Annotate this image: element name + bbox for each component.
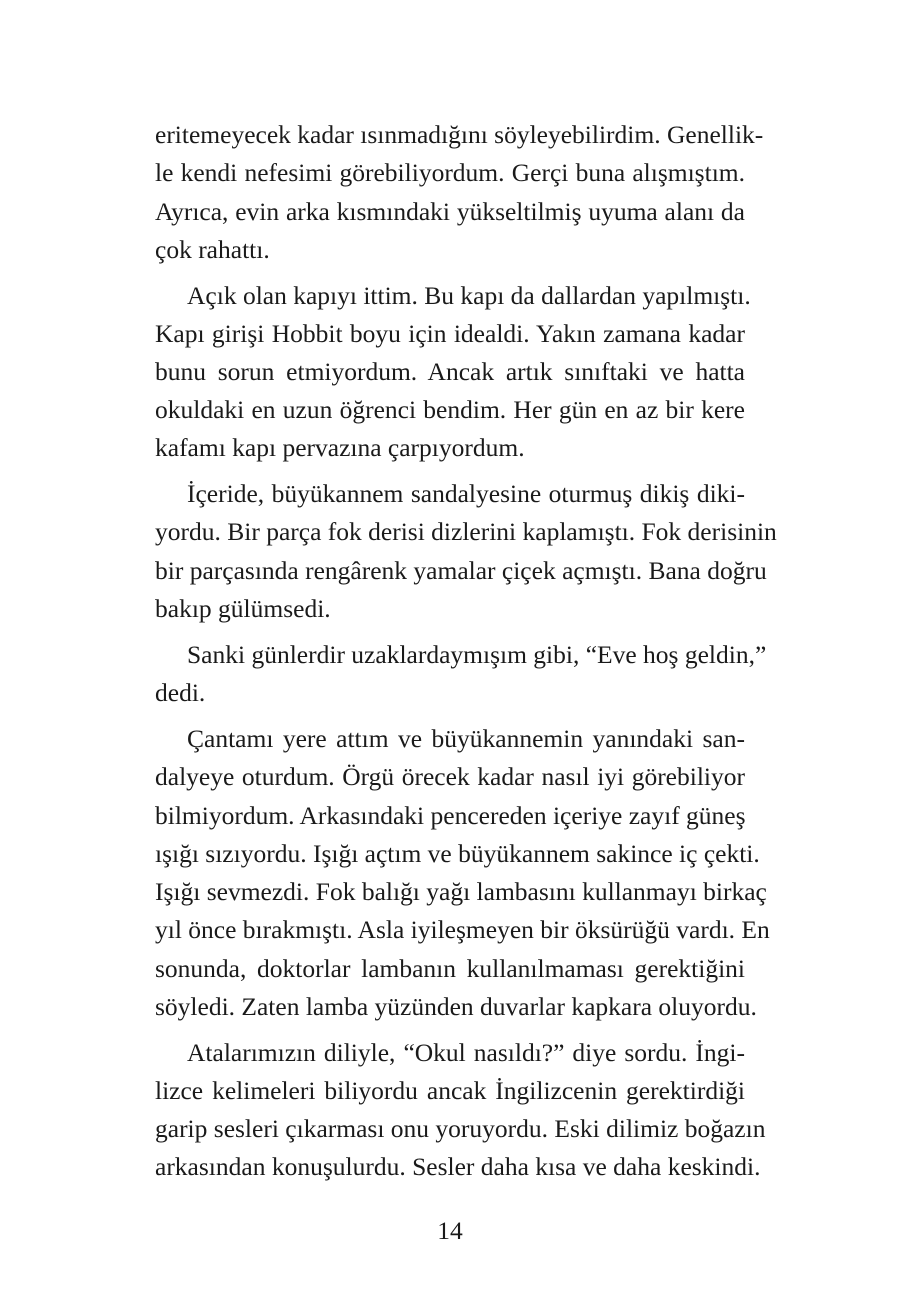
text-line: dedi. xyxy=(155,678,206,707)
text-line: garip sesleri çıkarması onu yoruyordu. Eski dilimiz boğazın xyxy=(155,1114,766,1143)
text-line: okuldaki en uzun öğrenci bendim. Her gün en az bir kere xyxy=(155,395,745,424)
text-line: le kendi nefesimi görebiliyordum. Gerçi buna alışmıştım. xyxy=(155,158,745,187)
text-line: sonunda, doktorlar lambanın kullanılmaması gerektiğini xyxy=(155,954,745,983)
text-line: Işığı sevmezdi. Fok balığı yağı lambasını kullanmayı birkaç xyxy=(155,877,767,906)
text-line: Açık olan kapıyı ittim. Bu kapı da dallardan yapılmıştı. xyxy=(187,281,751,310)
page-number: 14 xyxy=(437,1216,463,1245)
text-line: lizce kelimeleri biliyordu ancak İngilizcenin gerektirdiği xyxy=(155,1076,745,1105)
text-line: bilmiyordum. Arkasındaki pencereden içeriye zayıf güneş xyxy=(155,801,746,830)
text-line: dalyeye oturdum. Örgü örecek kadar nasıl iyi görebiliyor xyxy=(155,762,745,791)
text-line: Atalarımızın diliyle, “Okul nasıldı?” diye sordu. İngi- xyxy=(187,1038,745,1067)
text-line: İçeride, büyükannem sandalyesine oturmuş dikiş diki- xyxy=(187,479,745,508)
text-line: yıl önce bırakmıştı. Asla iyileşmeyen bir öksürüğü vardı. En xyxy=(155,915,770,944)
text-line: eritemeyecek kadar ısınmadığını söyleyebilirdim. Genellik- xyxy=(155,120,764,149)
text-line: ışığı sızıyordu. Işığı açtım ve büyükannem sakince iç çekti. xyxy=(155,839,760,868)
text-line: Ayrıca, evin arka kısmındaki yükseltilmiş uyuma alanı da xyxy=(155,197,745,226)
text-line: kafamı kapı pervazına çarpıyordum. xyxy=(155,433,525,462)
body-text xyxy=(155,0,777,1300)
text-line: bir parçasında rengârenk yamalar çiçek açmıştı. Bana doğru xyxy=(155,556,767,585)
text-line: bunu sorun etmiyordum. Ancak artık sınıftaki ve hatta xyxy=(155,357,745,386)
text-line: yordu. Bir parça fok derisi dizlerini kaplamıştı. Fok derisinin xyxy=(155,517,777,546)
text-line: bakıp gülümsedi. xyxy=(155,594,331,623)
text-line: Kapı girişi Hobbit boyu için idealdi. Yakın zamana kadar xyxy=(155,319,745,348)
text-line: Çantamı yere attım ve büyükannemin yanındaki san- xyxy=(187,724,745,753)
text-line: arkasından konuşulurdu. Sesler daha kısa ve daha keskindi. xyxy=(155,1152,761,1181)
text-line: söyledi. Zaten lamba yüzünden duvarlar kapkara oluyordu. xyxy=(155,992,757,1021)
text-line: Sanki günlerdir uzaklardaymışım gibi, “Eve hoş geldin,” xyxy=(187,640,767,669)
text-line: çok rahattı. xyxy=(155,235,270,264)
